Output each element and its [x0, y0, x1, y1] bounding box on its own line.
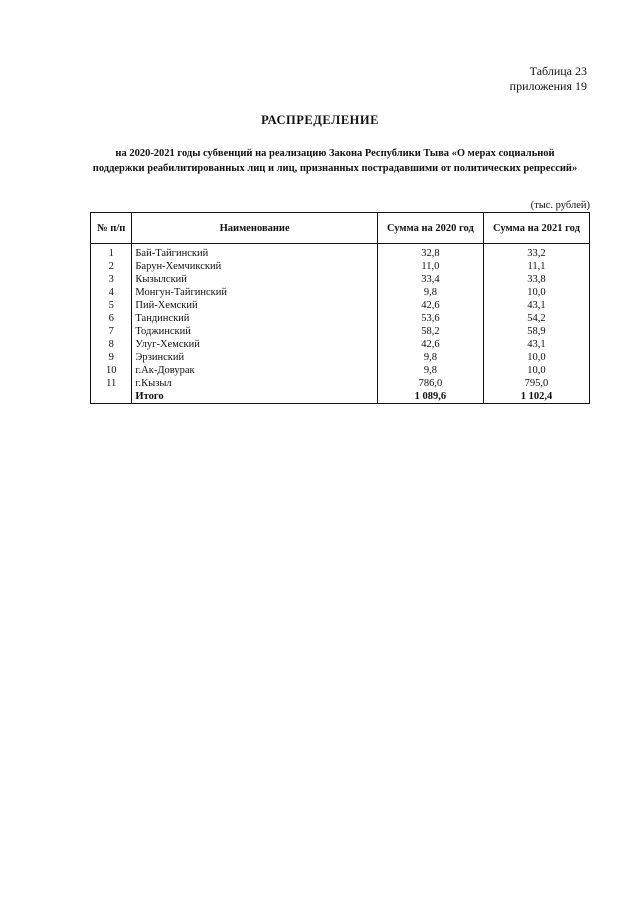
table-row [91, 364, 590, 377]
total-sum-2020: 1 089,6 [377, 390, 483, 404]
subtitle-line-1: на 2020-2021 годы субвенций на реализацию Закона Республики Тыва «О мерах социальной [115, 148, 555, 159]
row-sum-2020: 9,8 [377, 364, 483, 377]
row-sum-2021: 43,1 [483, 338, 589, 351]
table-header-row [91, 213, 590, 244]
row-number: 11 [91, 377, 132, 390]
row-sum-2021: 33,2 [483, 244, 589, 261]
header-sum-2021: Сумма на 2021 год [483, 213, 589, 244]
table-row [91, 286, 590, 299]
row-number: 8 [91, 338, 132, 351]
table-row [91, 244, 590, 261]
header-sum-2020: Сумма на 2020 год [377, 213, 483, 244]
row-number: 7 [91, 325, 132, 338]
row-sum-2020: 786,0 [377, 377, 483, 390]
row-sum-2020: 53,6 [377, 312, 483, 325]
row-number: 1 [91, 244, 132, 261]
row-sum-2021: 795,0 [483, 377, 589, 390]
row-name: Барун-Хемчикский [132, 260, 377, 273]
subtitle-line-2: поддержки реабилитированных лиц и лиц, признанных пострадавшими от политических репрессий» [92, 163, 578, 174]
row-sum-2020: 9,8 [377, 351, 483, 364]
table-row [91, 273, 590, 286]
table-row [91, 377, 590, 390]
row-name: Эрзинский [132, 351, 377, 364]
row-sum-2020: 33,4 [377, 273, 483, 286]
row-sum-2021: 54,2 [483, 312, 589, 325]
appendix-reference [510, 64, 587, 94]
row-number: 3 [91, 273, 132, 286]
table-row [91, 299, 590, 312]
distribution-table [90, 212, 590, 404]
table-row [91, 312, 590, 325]
row-sum-2020: 42,6 [377, 299, 483, 312]
row-name: Тоджинский [132, 325, 377, 338]
row-name: Бай-Тайгинский [132, 244, 377, 261]
row-name: Улуг-Хемский [132, 338, 377, 351]
units-note: (тыс. рублей) [530, 200, 590, 211]
row-name: Монгун-Тайгинский [132, 286, 377, 299]
row-name: Кызылский [132, 273, 377, 286]
row-sum-2021: 10,0 [483, 364, 589, 377]
table-number: Таблица 23 [529, 64, 587, 78]
table-row [91, 325, 590, 338]
row-sum-2020: 9,8 [377, 286, 483, 299]
document-heading: РАСПРЕДЕЛЕНИЕ [261, 113, 379, 127]
total-sum-2021: 1 102,4 [483, 390, 589, 404]
row-sum-2020: 58,2 [377, 325, 483, 338]
row-number: 2 [91, 260, 132, 273]
row-sum-2021: 58,9 [483, 325, 589, 338]
row-sum-2021: 43,1 [483, 299, 589, 312]
row-sum-2021: 10,0 [483, 351, 589, 364]
document-subtitle [70, 146, 600, 176]
table-row [91, 351, 590, 364]
row-sum-2021: 33,8 [483, 273, 589, 286]
row-sum-2021: 11,1 [483, 260, 589, 273]
row-number: 5 [91, 299, 132, 312]
row-number: 9 [91, 351, 132, 364]
row-sum-2020: 42,6 [377, 338, 483, 351]
row-sum-2020: 32,8 [377, 244, 483, 261]
row-sum-2021: 10,0 [483, 286, 589, 299]
row-name: Тандинский [132, 312, 377, 325]
header-name: Наименование [132, 213, 377, 244]
header-number: № п/п [91, 213, 132, 244]
appendix-number: приложения 19 [509, 79, 587, 93]
table-total-row [91, 390, 590, 404]
total-label: Итого [132, 390, 377, 404]
row-number: 10 [91, 364, 132, 377]
table-row [91, 338, 590, 351]
total-number [91, 390, 132, 404]
row-name: Пий-Хемский [132, 299, 377, 312]
row-number: 6 [91, 312, 132, 325]
row-sum-2020: 11,0 [377, 260, 483, 273]
row-name: г.Ак-Довурак [132, 364, 377, 377]
table-row [91, 260, 590, 273]
row-number: 4 [91, 286, 132, 299]
row-name: г.Кызыл [132, 377, 377, 390]
